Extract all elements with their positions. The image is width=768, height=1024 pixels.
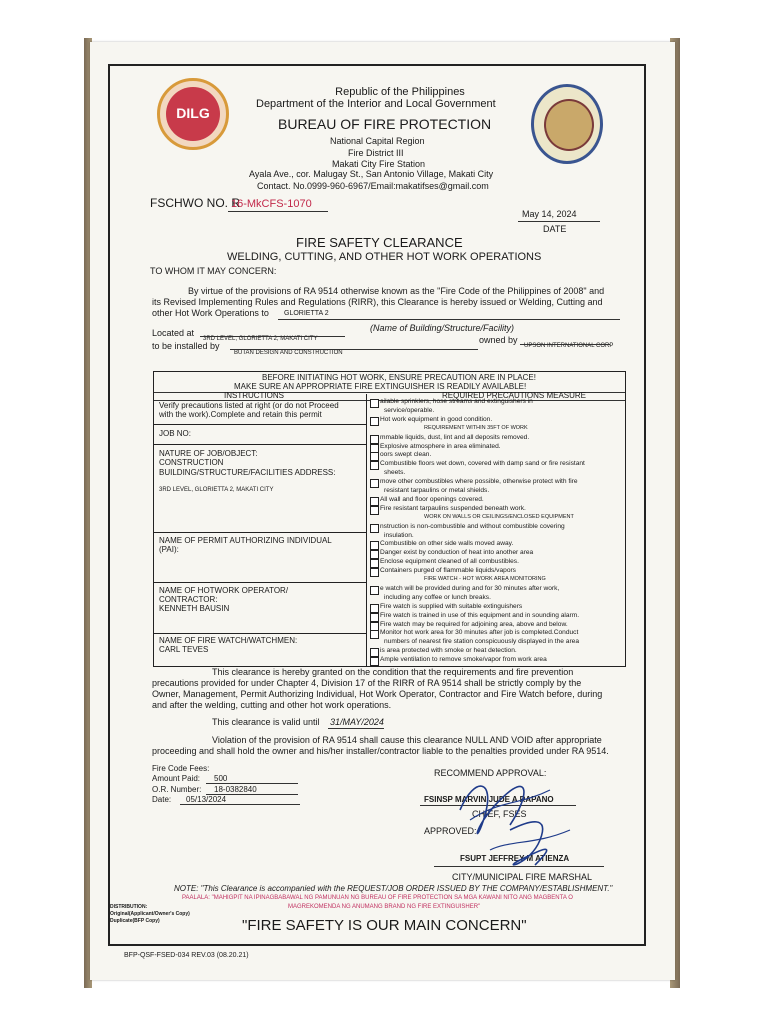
header-department: Department of the Interior and Local Government [256, 98, 496, 110]
precaution-item: nstruction is non-combustible and without combustible covering [380, 522, 565, 530]
valid-label: This clearance is valid until [212, 717, 320, 727]
precaution-item: ailable sprinklers, hose streams and extinguishers in [380, 398, 533, 405]
background-bottom [0, 980, 768, 1024]
operator-label-1: NAME OF HOTWORK OPERATOR/ [159, 586, 289, 595]
precaution-checkbox[interactable] [370, 630, 379, 639]
precaution-checkbox[interactable] [370, 657, 379, 666]
location-value: 3RD LEVEL, GLORIETTA 2, MAKATI CITY [203, 336, 318, 342]
precaution-checkbox[interactable] [370, 604, 379, 613]
body-line-3: other Hot Work Operations to [152, 308, 269, 318]
fschwo-number: 16-MkCFS-1070 [231, 198, 312, 210]
precaution-checkbox[interactable] [370, 524, 379, 533]
paalala-line-2: MAGREKOMENDA NG ANUMANG BRAND NG FIRE EXTINGUISHER" [288, 904, 481, 910]
or-value: 18-0382840 [214, 785, 257, 794]
operator-value: KENNETH BAUSIN [159, 604, 230, 613]
precaution-checkbox[interactable] [370, 479, 379, 488]
issue-date: May 14, 2024 [522, 209, 577, 219]
valid-date: 31/MAY/2024 [330, 717, 384, 727]
row-divider [154, 633, 366, 634]
salutation: TO WHOM IT MAY CONCERN: [150, 266, 277, 276]
dilg-logo [157, 78, 229, 150]
recommender-title: CHIEF, FSES [472, 809, 527, 819]
nature-value: CONSTRUCTION [159, 458, 224, 467]
firewatch-label: NAME OF FIRE WATCH/WATCHMEN: [159, 636, 298, 645]
precaution-item: Monitor hot work area for 30 minutes after job is completed.Conduct [380, 629, 579, 637]
footer-note: NOTE: "This Clearance is accompanied with the REQUEST/JOB ORDER ISSUED BY THE COMPANY/ESTABLISHMENT." [174, 884, 613, 893]
owner-value: UPSON INTERNATIONAL CORP [524, 343, 614, 349]
approver-title: CITY/MUNICIPAL FIRE MARSHAL [452, 872, 593, 882]
approved-label: APPROVED: [424, 826, 477, 836]
installer-value: BUTAN DESIGN AND CONSTRUCTION [234, 350, 343, 356]
form-code: BFP-QSF-FSED-034 REV.03 (08.20.21) [124, 952, 249, 959]
grant-line-4: and after the welding, cutting and other hot work operations. [152, 700, 392, 710]
precaution-item: Danger exist by conduction of heat into another area [380, 549, 534, 557]
bfp-shield-icon [544, 99, 594, 151]
recommender-name: FSINSP MARVIN JUDE A RAPANO [424, 795, 554, 804]
or-label: O.R. Number: [152, 785, 202, 794]
dilg-logo-text: DILG [176, 105, 210, 121]
document-title: FIRE SAFETY CLEARANCE [296, 235, 463, 250]
precaution-item: numbers of nearest fire station conspicuously displayed in the area [384, 638, 579, 646]
grant-line-1: This clearance is hereby granted on the condition that the requirements and fire prevention [212, 667, 574, 677]
building-caption: (Name of Building/Structure/Facility) [370, 323, 515, 333]
installed-label: to be installed by [152, 341, 220, 351]
bfp-seal [531, 84, 603, 164]
distribution-heading: DISTRIBUTION: [110, 904, 148, 910]
precautions-table [153, 371, 626, 667]
precaution-checkbox[interactable] [370, 622, 379, 631]
precaution-item: Fire watch is supplied with suitable extinguishers [380, 602, 523, 610]
table-banner-2: MAKE SURE AN APPROPRIATE FIRE EXTINGUISHER IS READILY AVAILABLE! [234, 382, 527, 391]
precaution-item: move other combustibles where possible, otherwise protect with fire [380, 478, 578, 486]
precaution-item: Combustible floors wet down, covered with damp sand or fire resistant [380, 460, 585, 468]
header-district: Fire District III [348, 148, 404, 158]
precaution-checkbox[interactable] [370, 435, 379, 444]
row-divider [154, 424, 366, 425]
amount-label: Amount Paid: [152, 774, 201, 783]
fees-label: Fire Code Fees: [152, 764, 210, 773]
row-divider [154, 444, 366, 445]
distribution-original: Original(Applicant/Owner's Copy) [110, 911, 190, 917]
precaution-item: including any coffee or lunch breaks. [384, 593, 491, 601]
precaution-checkbox[interactable] [370, 568, 379, 577]
job-no-label: JOB NO: [159, 429, 192, 438]
header-contact: Contact. No.0999-960-6967/Email:makatifses@gmail.com [257, 181, 489, 191]
document-subtitle: WELDING, CUTTING, AND OTHER HOT WORK OPERATIONS [227, 251, 542, 263]
precaution-checkbox[interactable] [370, 461, 379, 470]
col-instructions: INSTRUCTIONS [224, 391, 284, 400]
precaution-checkbox[interactable] [370, 613, 379, 622]
precaution-item: Explosive atmosphere in area eliminated. [380, 442, 501, 450]
precaution-item: Containers purged of flammable liquids/vapors [380, 567, 516, 575]
background-top [0, 0, 768, 40]
table-divider [366, 394, 367, 666]
col-precautions: REQUIRED PRECAUTIONS MEASURE [442, 391, 587, 400]
building-name: GLORIETTA 2 [284, 310, 329, 317]
pai-label-2: (PAI): [159, 545, 179, 554]
precaution-checkbox[interactable] [370, 506, 379, 515]
instructions-line-1: Verify precautions listed at right (or do not Proceed [159, 401, 339, 410]
owned-label: owned by [479, 335, 518, 345]
precaution-item: insulation. [384, 531, 414, 539]
amount-value: 500 [214, 774, 228, 783]
pai-label-1: NAME OF PERMIT AUTHORIZING INDIVIDUAL [159, 536, 332, 545]
paalala-line-1: PAALALA: "MAHIGPIT NA IPINAGBABAWAL NG PAMUNUAN NG BUREAU OF FIRE PROTECTION SA MGA KAWANI NITO ANG MAGBENTA O [182, 895, 573, 901]
signature-marks [440, 770, 600, 880]
recommend-label: RECOMMEND APPROVAL: [434, 768, 547, 778]
located-label: Located at [152, 328, 195, 338]
precaution-checkbox[interactable] [370, 648, 379, 657]
building-address-value: 3RD LEVEL, GLORIETTA 2, MAKATI CITY [159, 487, 274, 493]
precaution-item: Combustible on other side walls moved away. [380, 540, 514, 548]
precaution-item: Enclose equipment cleaned of all combustibles. [380, 558, 519, 566]
violation-line-1: Violation of the provision of RA 9514 shall cause this clearance NULL AND VOID after appropriate [212, 735, 602, 745]
precaution-item: Fire watch may be required for adjoining area, above and below. [380, 620, 568, 628]
distribution-duplicate: Duplicate(BFP Copy) [110, 918, 160, 924]
precaution-checkbox[interactable] [370, 550, 379, 559]
body-line-2: its Revised Implementing Rules and Regulations (RIRR), this Clearance is hereby issued or Welding, Cutting and [152, 297, 603, 307]
precaution-item: All wall and floor openings covered. [380, 495, 484, 503]
building-address-label: BUILDING/STRUCTURE/FACILITIES ADDRESS: [159, 468, 336, 477]
precaution-checkbox[interactable] [370, 452, 379, 461]
grant-line-2: precautions provided for under Chapter 4, Division 17 of the RIRR of RA 9514 shall be strictly comply by the [152, 678, 582, 688]
precaution-item: is area protected with smoke or heat detection. [380, 647, 517, 655]
precaution-section-heading: WORK ON WALLS OR CEILINGS/ENCLOSED EQUIPMENT [424, 513, 574, 520]
row-divider [154, 582, 366, 583]
precaution-checkbox[interactable] [370, 497, 379, 506]
header-region: National Capital Region [330, 136, 425, 146]
firewatch-value: CARL TEVES [159, 645, 209, 654]
precaution-item: mmable liquids, dust, lint and all deposits removed. [380, 433, 530, 441]
precaution-checkbox[interactable] [370, 444, 379, 453]
date-label: DATE [543, 224, 567, 234]
fee-date-label: Date: [152, 795, 172, 804]
precaution-checkbox[interactable] [370, 541, 379, 550]
precaution-item: resistant tarpaulins or metal shields. [384, 487, 490, 494]
precaution-checkbox[interactable] [370, 559, 379, 568]
table-banner-1: BEFORE INITIATING HOT WORK, ENSURE PRECAUTION ARE IN PLACE! [262, 373, 536, 382]
precaution-checkbox[interactable] [370, 399, 379, 408]
approver-name: FSUPT JEFFREY M ATIENZA [460, 854, 570, 863]
header-address: Ayala Ave., cor. Malugay St., San Antonio Village, Makati City [249, 169, 494, 179]
header-bureau: BUREAU OF FIRE PROTECTION [278, 116, 492, 132]
precaution-section-heading: FIRE WATCH - HOT WORK AREA MONITORING [424, 576, 546, 582]
precaution-checkbox[interactable] [370, 586, 379, 595]
precaution-item: Hot work equipment in good condition. [380, 415, 493, 423]
violation-line-2: proceeding and shall hold the owner and his/her installer/contractor liable to the penalties provided under RA 9514. [152, 746, 609, 756]
fschwo-label: FSCHWO NO. R [150, 196, 240, 210]
precaution-item: Ample ventilation to remove smoke/vapor from work area [380, 656, 547, 664]
instructions-line-2: with the work).Complete and retain this permit [159, 410, 322, 419]
precaution-item: Fire watch is trained in use of this equipment and in sounding alarm. [380, 611, 580, 619]
precaution-section-heading: REQUIREMENT WITHIN 35FT OF WORK [424, 424, 528, 431]
precaution-item: sheets. [384, 469, 406, 477]
precaution-item: e watch will be provided during and for 30 minutes after work, [380, 584, 560, 592]
precaution-item: oors swept clean. [380, 451, 432, 459]
precaution-item: service/operable. [384, 406, 435, 414]
body-line-1: By virtue of the provisions of RA 9514 otherwise known as the "Fire Code of the Philippines of 2008" and [188, 286, 605, 296]
slogan: "FIRE SAFETY IS OUR MAIN CONCERN" [242, 917, 527, 934]
precaution-checkbox[interactable] [370, 417, 379, 426]
header-station: Makati City Fire Station [332, 159, 426, 169]
precaution-item: Fire resistant tarpaulins suspended beneath work. [380, 504, 526, 512]
fee-date-value: 05/13/2024 [186, 795, 227, 804]
row-divider [154, 532, 366, 533]
operator-label-2: CONTRACTOR: [159, 595, 218, 604]
grant-line-3: Owner, Management, Permit Authorizing Individual, Hot Work Operator, Contractor and Fire Watch before, during [152, 689, 603, 699]
nature-label: NATURE OF JOB/OBJECT: [159, 449, 258, 458]
header-republic: Republic of the Philippines [335, 86, 465, 98]
